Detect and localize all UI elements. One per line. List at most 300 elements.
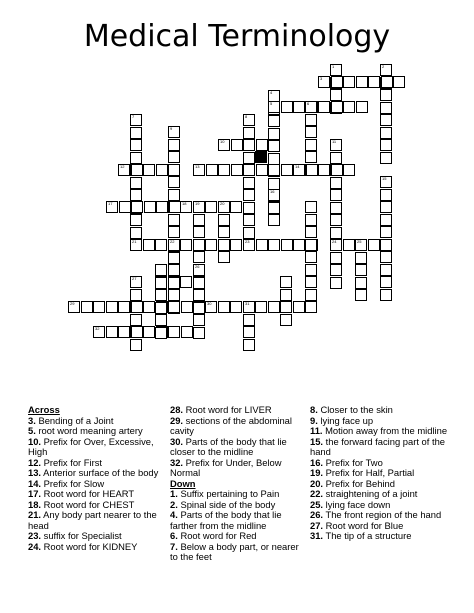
grid-cell[interactable] <box>305 264 317 276</box>
grid-cell[interactable] <box>305 301 317 313</box>
clue-number-label: 16. <box>310 456 324 468</box>
clue-text: Spinal side of the body <box>180 498 276 510</box>
grid-cell[interactable] <box>380 127 392 139</box>
clue-number-label: 3. <box>28 414 36 426</box>
grid-cell[interactable] <box>306 164 318 176</box>
clue-text: The tip of a structure <box>325 530 412 541</box>
grid-cell[interactable] <box>380 239 392 251</box>
grid-cell[interactable] <box>193 239 205 251</box>
grid-cell[interactable] <box>119 201 131 213</box>
grid-cell[interactable] <box>168 139 180 151</box>
clue-number: 4 <box>270 90 273 95</box>
clue-number-label: 23. <box>28 530 42 541</box>
grid-cell[interactable] <box>180 239 192 251</box>
grid-cell[interactable] <box>168 151 180 163</box>
grid-cell[interactable] <box>380 64 392 76</box>
across-clues-column <box>28 405 160 552</box>
grid-cell[interactable] <box>243 326 255 338</box>
grid-cell[interactable] <box>193 214 205 226</box>
grid-cell[interactable] <box>330 239 342 251</box>
grid-cell[interactable] <box>256 239 268 251</box>
grid-cell[interactable] <box>130 289 142 301</box>
grid-cell[interactable] <box>230 239 242 251</box>
puzzle-title: Medical Terminology <box>83 19 391 54</box>
across-clue-list <box>28 416 160 553</box>
grid-cell[interactable] <box>343 239 355 251</box>
clue-number-label: 1. <box>170 488 178 499</box>
clue-number-label: 12. <box>28 456 42 468</box>
grid-cell[interactable] <box>243 239 255 251</box>
grid-cell[interactable] <box>168 301 180 313</box>
grid-cell[interactable] <box>243 177 255 189</box>
grid-cell[interactable] <box>155 314 167 326</box>
grid-cell[interactable] <box>93 301 105 313</box>
grid-cell[interactable] <box>380 201 392 213</box>
grid-cell[interactable] <box>268 164 280 176</box>
grid-cell[interactable] <box>243 152 255 164</box>
grid-cell[interactable] <box>268 153 280 165</box>
grid-cell[interactable] <box>255 301 267 313</box>
grid-cell[interactable] <box>81 301 93 313</box>
clue-number: 7 <box>132 114 135 119</box>
clue-number: 6 <box>307 101 310 106</box>
grid-cell[interactable] <box>355 277 367 289</box>
grid-cell[interactable] <box>330 214 342 226</box>
down-heading: Down <box>170 477 196 489</box>
grid-cell[interactable] <box>380 189 392 201</box>
grid-cell[interactable] <box>218 139 230 151</box>
clue-number-label: 20. <box>310 477 324 489</box>
grid-cell[interactable] <box>380 89 392 101</box>
clue-number: 16 <box>270 189 275 194</box>
grid-cell[interactable] <box>281 164 293 176</box>
grid-cell[interactable] <box>193 327 205 339</box>
grid-cell[interactable] <box>293 301 305 313</box>
middle-clues-column <box>170 405 302 563</box>
clue-number: 8 <box>245 114 248 119</box>
clue-text: Suffix pertaining to Pain <box>180 488 280 499</box>
grid-cell[interactable] <box>330 202 342 214</box>
grid-cell[interactable] <box>305 226 317 238</box>
clue-number-label: 26. <box>310 509 324 520</box>
grid-cell[interactable] <box>205 201 217 213</box>
grid-cell[interactable] <box>305 114 317 126</box>
grid-cell[interactable] <box>355 264 367 276</box>
clue-number-label: 6. <box>170 530 178 541</box>
grid-cell[interactable] <box>280 276 292 288</box>
clue-number: 18 <box>182 201 187 206</box>
grid-cell[interactable] <box>330 252 342 264</box>
grid-cell[interactable] <box>193 226 205 238</box>
grid-cell[interactable] <box>355 252 367 264</box>
grid-cell[interactable] <box>180 276 192 288</box>
grid-cell[interactable] <box>380 276 392 288</box>
grid-cell[interactable] <box>380 114 392 126</box>
grid-cell[interactable] <box>330 277 342 289</box>
grid-cell[interactable] <box>193 164 205 176</box>
grid-cell[interactable] <box>118 326 130 338</box>
grid-cell[interactable] <box>130 239 142 251</box>
clue-number: 15 <box>382 176 387 181</box>
grid-cell[interactable] <box>243 164 255 176</box>
grid-cell[interactable] <box>168 226 180 238</box>
clue-text: lying face up <box>320 414 374 426</box>
grid-cell[interactable] <box>218 301 230 313</box>
clue-number: 2 <box>382 64 385 69</box>
grid-cell[interactable] <box>155 289 167 301</box>
grid-cell[interactable] <box>355 239 367 251</box>
grid-cell[interactable] <box>331 164 343 176</box>
clue-text: Prefix for Slow <box>43 477 105 489</box>
clue-number: 11 <box>332 139 337 144</box>
clue-number-label: 13. <box>28 467 42 478</box>
grid-cell[interactable] <box>143 301 155 313</box>
grid-cell[interactable] <box>155 277 167 289</box>
grid-cell[interactable] <box>268 101 280 113</box>
grid-cell[interactable] <box>281 239 293 251</box>
clue-number-label: 10. <box>28 435 42 447</box>
grid-cell[interactable] <box>318 76 330 88</box>
grid-cell[interactable] <box>368 76 380 88</box>
grid-cell[interactable] <box>330 89 342 101</box>
grid-cell[interactable] <box>205 301 217 313</box>
grid-cell[interactable] <box>131 326 143 338</box>
clue-number-label: 29. <box>170 414 184 426</box>
clue-number-label: 9. <box>310 414 318 426</box>
grid-cell[interactable] <box>243 227 255 239</box>
grid-cell[interactable] <box>156 164 168 176</box>
clue-item <box>170 542 302 563</box>
grid-cell[interactable] <box>355 289 367 301</box>
grid-cell[interactable] <box>343 101 355 113</box>
clue-number: 29 <box>70 301 75 306</box>
grid-cell[interactable] <box>268 202 280 214</box>
grid-cell[interactable] <box>181 301 193 313</box>
grid-cell[interactable] <box>243 301 255 313</box>
grid-cell[interactable] <box>380 102 392 114</box>
clue-number-label: 24. <box>28 540 42 552</box>
grid-cell[interactable] <box>368 239 380 251</box>
clue-number-label: 14. <box>28 477 42 489</box>
grid-cell[interactable] <box>268 214 280 226</box>
grid-cell[interactable] <box>305 289 317 301</box>
grid-cell[interactable] <box>305 251 317 263</box>
grid-cell[interactable] <box>380 214 392 226</box>
clue-text: straightening of a joint <box>325 488 418 499</box>
grid-cell[interactable] <box>218 214 230 226</box>
clue-text: sections of the abdominal cavity <box>170 414 292 436</box>
grid-cell[interactable] <box>193 289 205 301</box>
grid-cell[interactable] <box>318 164 330 176</box>
grid-cell[interactable] <box>231 139 243 151</box>
grid-cell[interactable] <box>193 201 205 213</box>
grid-cell[interactable] <box>381 76 393 88</box>
clue-number: 21 <box>132 239 137 244</box>
clue-text: Root word for HEART <box>43 488 135 499</box>
grid-cell[interactable] <box>130 114 142 126</box>
grid-cell[interactable] <box>256 139 268 151</box>
clue-text: Prefix for Under, Below Normal <box>170 456 282 478</box>
grid-cell[interactable] <box>131 201 143 213</box>
grid-cell[interactable] <box>155 239 167 251</box>
grid-cell[interactable] <box>343 76 355 88</box>
clue-number-label: 32. <box>170 456 184 468</box>
grid-cell[interactable] <box>330 227 342 239</box>
grid-cell[interactable] <box>130 214 142 226</box>
grid-cell[interactable] <box>155 327 167 339</box>
grid-cell[interactable] <box>305 101 317 113</box>
grid-cell[interactable] <box>243 189 255 201</box>
grid-cell[interactable] <box>380 176 392 188</box>
grid-cell[interactable] <box>68 301 80 313</box>
grid-cell[interactable] <box>330 177 342 189</box>
grid-cell[interactable] <box>280 301 292 313</box>
grid-cell[interactable] <box>268 128 280 140</box>
clue-text: lying face down <box>325 498 391 510</box>
clue-number-label: 30. <box>170 435 184 447</box>
clue-number-label: 11. <box>310 425 323 436</box>
grid-cell[interactable] <box>293 239 305 251</box>
clue-number-label: 28. <box>170 404 184 415</box>
clue-number: 27 <box>132 276 137 281</box>
clue-number: 1 <box>332 64 335 69</box>
clue-number: 24 <box>332 239 337 244</box>
grid-cell[interactable] <box>168 164 180 176</box>
grid-cell[interactable] <box>331 76 343 88</box>
grid-cell[interactable] <box>168 176 180 188</box>
grid-cell[interactable] <box>144 201 156 213</box>
grid-cell[interactable] <box>193 251 205 263</box>
grid-cell[interactable] <box>218 239 230 251</box>
grid-cell[interactable] <box>218 251 230 263</box>
clue-item <box>170 437 302 458</box>
grid-cell[interactable] <box>243 139 255 151</box>
clue-text: Any body part nearer to the head <box>28 509 157 531</box>
grid-cell[interactable] <box>130 314 142 326</box>
grid-cell[interactable] <box>143 326 155 338</box>
grid-cell[interactable] <box>230 301 242 313</box>
grid-cell[interactable] <box>330 139 342 151</box>
grid-cell[interactable] <box>281 101 293 113</box>
grid-cell[interactable] <box>393 76 405 88</box>
grid-cell[interactable] <box>193 277 205 289</box>
clue-number: 20 <box>220 201 225 206</box>
clue-number: 3 <box>320 76 323 81</box>
grid-cell[interactable] <box>268 115 280 127</box>
grid-cell[interactable] <box>130 339 142 351</box>
clue-number: 14 <box>295 164 300 169</box>
grid-cell[interactable] <box>180 201 192 213</box>
grid-cell[interactable] <box>130 227 142 239</box>
grid-cell[interactable] <box>356 101 368 113</box>
clue-number-label: 5. <box>28 425 36 436</box>
grid-cell[interactable] <box>380 251 392 263</box>
grid-cell[interactable] <box>130 177 142 189</box>
clue-text: Root word for Red <box>180 530 257 541</box>
clue-number: 23 <box>245 239 250 244</box>
grid-cell[interactable] <box>168 239 180 251</box>
grid-cell[interactable] <box>330 189 342 201</box>
clue-number: 12 <box>120 164 125 169</box>
grid-cell[interactable] <box>343 164 355 176</box>
grid-cell[interactable] <box>193 302 205 314</box>
grid-cell[interactable] <box>380 289 392 301</box>
grid-black-square <box>255 151 267 163</box>
clue-text: Motion away from the midline <box>325 425 448 436</box>
clue-number: 30 <box>207 301 212 306</box>
grid-cell[interactable] <box>305 139 317 151</box>
clue-number-label: 18. <box>28 498 42 510</box>
grid-cell[interactable] <box>305 201 317 213</box>
grid-cell[interactable] <box>168 189 180 201</box>
grid-cell[interactable] <box>181 326 193 338</box>
clue-text: Root word for CHEST <box>43 498 135 510</box>
clue-item <box>170 510 302 531</box>
grid-cell[interactable] <box>130 127 142 139</box>
grid-cell[interactable] <box>280 314 292 326</box>
grid-cell[interactable] <box>218 201 230 213</box>
clue-number-label: 31. <box>310 530 324 541</box>
grid-cell[interactable] <box>131 301 143 313</box>
grid-cell[interactable] <box>206 164 218 176</box>
clue-text: The front region of the hand <box>325 509 442 520</box>
clue-number: 9 <box>170 126 173 131</box>
grid-cell[interactable] <box>268 239 280 251</box>
grid-cell[interactable] <box>268 301 280 313</box>
grid-cell[interactable] <box>118 301 130 313</box>
grid-cell[interactable] <box>106 301 118 313</box>
grid-cell[interactable] <box>318 101 330 113</box>
grid-cell[interactable] <box>168 289 180 301</box>
clue-text: Prefix for Two <box>325 456 383 468</box>
grid-cell[interactable] <box>305 126 317 138</box>
clue-text: Root word for KIDNEY <box>43 540 138 552</box>
clue-number-label: 7. <box>170 540 178 552</box>
clue-text: Anterior surface of the body <box>43 467 159 478</box>
clue-text: Prefix for Over, Excessive, High <box>28 435 154 457</box>
clue-item <box>28 437 160 458</box>
clue-number: 19 <box>195 201 200 206</box>
grid-cell[interactable] <box>380 152 392 164</box>
grid-cell[interactable] <box>356 76 368 88</box>
grid-cell[interactable] <box>305 239 317 251</box>
clue-number-label: 4. <box>170 509 178 520</box>
grid-cell[interactable] <box>268 189 280 201</box>
grid-cell[interactable] <box>168 277 180 289</box>
grid-cell[interactable] <box>293 164 305 176</box>
clue-text: suffix for Specialist <box>43 530 122 541</box>
grid-cell[interactable] <box>243 114 255 126</box>
grid-cell[interactable] <box>131 164 143 176</box>
grid-cell[interactable] <box>168 214 180 226</box>
clue-text: Bending of a Joint <box>38 414 114 426</box>
grid-cell[interactable] <box>130 276 142 288</box>
grid-cell[interactable] <box>118 164 130 176</box>
grid-cell[interactable] <box>243 202 255 214</box>
grid-cell[interactable] <box>280 289 292 301</box>
clue-item <box>170 416 302 437</box>
grid-cell[interactable] <box>168 252 180 264</box>
grid-cell[interactable] <box>330 64 342 76</box>
clue-text: Prefix for Half, Partial <box>325 467 415 478</box>
grid-cell[interactable] <box>155 264 167 276</box>
across-heading: Across <box>28 404 60 415</box>
clue-number: 13 <box>195 164 200 169</box>
grid-cell[interactable] <box>293 101 305 113</box>
grid-cell[interactable] <box>305 276 317 288</box>
grid-cell[interactable] <box>168 264 180 276</box>
grid-cell[interactable] <box>130 189 142 201</box>
clue-number-label: 8. <box>310 404 318 415</box>
clue-text: Prefix for Behind <box>325 477 395 489</box>
clue-text: Below a body part, or nearer to the feet <box>170 540 299 562</box>
down-clue-list <box>170 489 302 563</box>
grid-cell[interactable] <box>218 226 230 238</box>
grid-cell[interactable] <box>156 201 168 213</box>
clue-item <box>28 542 160 553</box>
grid-cell[interactable] <box>143 239 155 251</box>
grid-cell[interactable] <box>231 164 243 176</box>
grid-cell[interactable] <box>380 139 392 151</box>
clue-number-label: 25. <box>310 498 324 510</box>
grid-cell[interactable] <box>243 314 255 326</box>
clue-text: Parts of the body that lie farther from the midline <box>170 509 282 531</box>
grid-cell[interactable] <box>218 164 230 176</box>
clue-number-label: 19. <box>310 467 324 478</box>
grid-cell[interactable] <box>93 326 105 338</box>
grid-cell[interactable] <box>193 264 205 276</box>
grid-cell[interactable] <box>243 127 255 139</box>
clue-number-label: 15. <box>310 435 324 447</box>
clue-item <box>310 437 460 458</box>
grid-cell[interactable] <box>193 314 205 326</box>
grid-cell[interactable] <box>380 226 392 238</box>
grid-cell[interactable] <box>330 152 342 164</box>
clue-number: 17 <box>108 201 113 206</box>
right-clues-column <box>310 405 460 542</box>
grid-cell[interactable] <box>143 164 155 176</box>
clue-number: 31 <box>245 301 250 306</box>
grid-cell[interactable] <box>169 201 181 213</box>
grid-cell[interactable] <box>380 264 392 276</box>
grid-cell[interactable] <box>130 152 142 164</box>
clue-item <box>28 510 160 531</box>
clue-number-label: 22. <box>310 488 324 499</box>
grid-cell[interactable] <box>155 302 167 314</box>
clue-text: Parts of the body that lie closer to the midline <box>170 435 287 457</box>
grid-cell[interactable] <box>106 201 118 213</box>
grid-cell[interactable] <box>168 326 180 338</box>
clue-text: Closer to the skin <box>320 404 393 415</box>
grid-cell[interactable] <box>268 178 280 190</box>
grid-cell[interactable] <box>305 214 317 226</box>
grid-cell[interactable] <box>305 151 317 163</box>
grid-cell[interactable] <box>205 239 217 251</box>
grid-cell[interactable] <box>106 326 118 338</box>
clue-number: 32 <box>95 326 100 331</box>
grid-cell[interactable] <box>256 164 268 176</box>
down-clue-list-continued <box>310 405 460 542</box>
grid-cell[interactable] <box>243 339 255 351</box>
grid-cell[interactable] <box>243 214 255 226</box>
grid-cell[interactable] <box>268 140 280 152</box>
grid-cell[interactable] <box>130 139 142 151</box>
grid-cell[interactable] <box>168 126 180 138</box>
clue-text: Prefix for First <box>43 456 102 468</box>
grid-cell[interactable] <box>331 101 343 113</box>
grid-cell[interactable] <box>330 264 342 276</box>
grid-cell[interactable] <box>230 201 242 213</box>
